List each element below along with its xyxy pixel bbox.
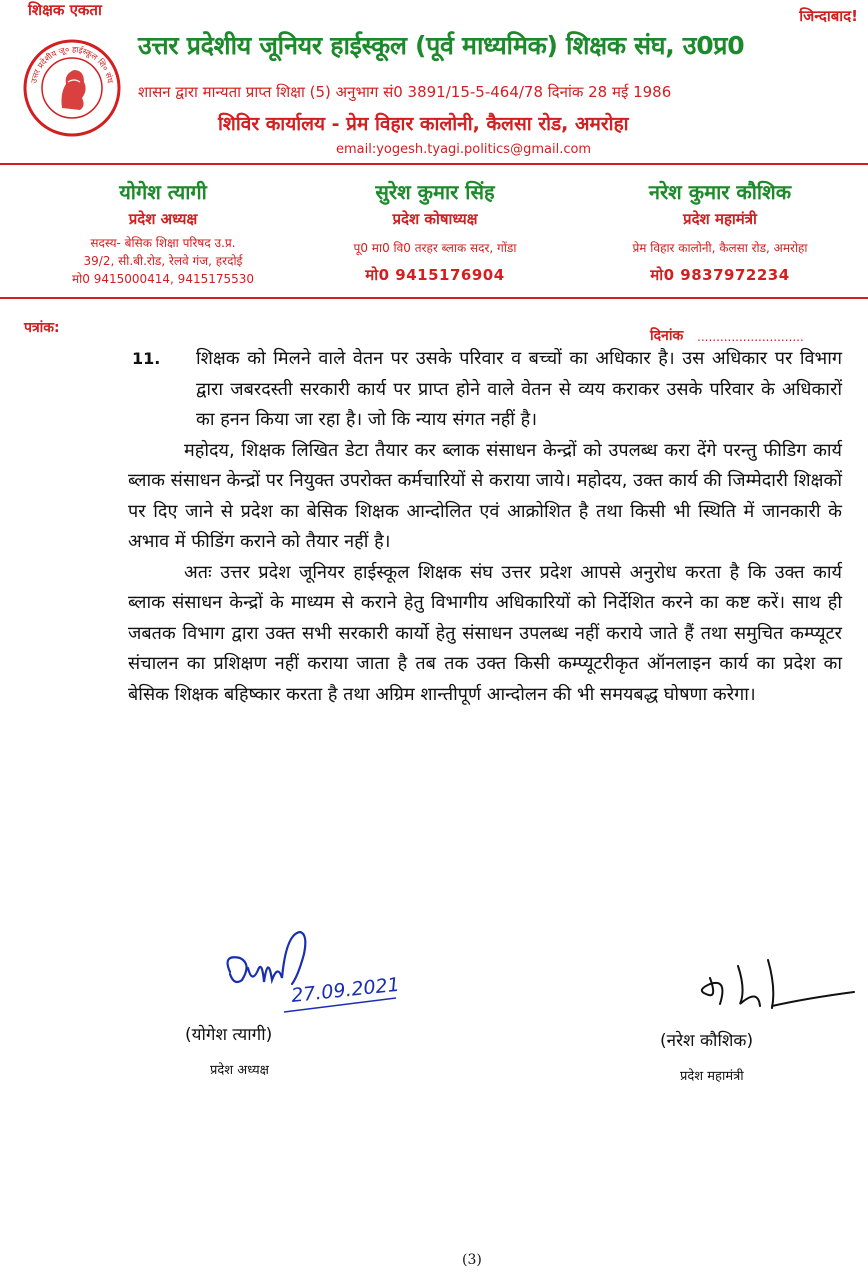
date-label: दिनांक <box>650 328 684 344</box>
officer-name: योगेश त्यागी <box>119 180 207 204</box>
org-title: उत्तर प्रदेशीय जूनियर हाईस्कूल (पूर्व माध्यमिक) शिक्षक संघ, उ0प्र0 <box>138 31 745 60</box>
officer-treasurer <box>300 178 570 285</box>
signature-date: 27.09.2021 <box>290 973 401 1007</box>
org-recognition: शासन द्वारा मान्यता प्राप्त शिक्षा (5) अनुभाग सं0 3891/15-5-464/78 दिनांक 28 मई 1986 <box>138 83 672 101</box>
officer-post: प्रदेश महामंत्री <box>683 210 757 228</box>
officer-mobile: मो0 9415176904 <box>365 266 505 284</box>
signer-title: प्रदेश अध्यक्ष <box>210 1063 269 1078</box>
reference-label: पत्रांक: <box>24 320 60 336</box>
signer-name: (योगेश त्यागी) <box>185 1025 273 1045</box>
header-divider <box>0 163 868 165</box>
officer-address: पू0 मा0 वि0 तरहर ब्लाक सदर, गोंडा <box>353 241 517 255</box>
paragraph-text: शिक्षक को मिलने वाले वेतन पर उसके परिवार व बच्चों का अधिकार है। उस अधिकार पर विभाग द्वारा जबरदस्ती सरकारी कार्य पर प्राप्त होने वाले वेतन से व्यय कराकर उसके परिवार के अधिकारों का हनन किया जा रहा है। जो कि न्याय संगत नहीं है। <box>196 348 842 430</box>
officer-mobile: मो0 9415000414, 9415175530 <box>71 272 255 286</box>
union-logo <box>22 38 122 138</box>
signature-secretary <box>688 948 858 1026</box>
officer-president <box>38 178 288 288</box>
slogan-right: जिन्दाबाद! <box>799 7 858 25</box>
officer-address <box>38 234 288 288</box>
signer-title: प्रदेश महामंत्री <box>680 1069 744 1084</box>
logo-text: उत्तर प्रदेशीय जू० हाईस्कूल शि० संघ <box>29 44 115 84</box>
signature-president <box>212 924 412 1014</box>
officer-name: सुरेश कुमार सिंह <box>375 180 495 204</box>
org-office: शिविर कार्यालय - प्रेम विहार कालोनी, कैलसा रोड, अमरोहा <box>218 113 629 135</box>
officers-divider <box>0 297 868 299</box>
officer-post: प्रदेश कोषाध्यक्ष <box>392 210 478 228</box>
paragraph: महोदय, शिक्षक लिखित डेटा तैयार कर ब्लाक संसाधन केन्द्रों को उपलब्ध करा देंगे परन्तु फीडिग कार्य ब्लाक संसाधन केन्द्रों पर नियुक्त उपरोक्त कर्मचारियों से कराया जाये। महोदय, उक्त कार्य की जिम्मेदारी शिक्षकों पर दिए जाने से प्रदेश का बेसिक शिक्षक आन्दोलित एवं आक्रोशित है तथा किसी भी स्थिति में जानकारी के अभाव में फीडिंग कराने को तैयार नहीं है। <box>128 439 842 552</box>
officer-address-line: सदस्य- बेसिक शिक्षा परिषद उ.प्र. <box>90 236 236 250</box>
paragraph: अतः उत्तर प्रदेश जूनियर हाईस्कूल शिक्षक संघ उत्तर प्रदेश आपसे अनुरोध करता है कि उक्त कार्य ब्लाक संसाधन केन्द्रों के माध्यम से कराने हेतु विभागीय अधिकारियों को निर्देशित करने का कष्ट करें। साथ ही जबतक विभाग द्वारा उक्त सभी सरकारी कार्यो हेतु संसाधन उपलब्ध नहीं कराये जाते हैं तथा समुचित कम्प्यूटर संचालन का प्रशिक्षण नहीं कराया जाता है तब तक उक्त किसी कम्प्यूटरीकृत ऑनलाइन कार्य का प्रदेश का बेसिक शिक्षक बहिष्कार करता है तथा अग्रिम शान्तीपूर्ण आन्दोलन की भी समयबद्ध घोषणा करेगा। <box>128 561 842 705</box>
date-blank: ............................ <box>697 330 804 344</box>
officer-name: नरेश कुमार कौशिक <box>648 180 792 204</box>
letter-body <box>128 344 842 710</box>
point-number: 11. <box>132 349 161 368</box>
officer-post: प्रदेश अध्यक्ष <box>128 210 198 228</box>
slogan-left: शिक्षक एकता <box>28 1 102 19</box>
paragraph <box>132 344 842 436</box>
org-email[interactable]: email:yogesh.tyagi.politics@gmail.com <box>336 142 592 157</box>
page-number: (3) <box>462 1252 482 1268</box>
officer-address: प्रेम विहार कालोनी, कैलसा रोड, अमरोहा <box>632 241 808 255</box>
officer-mobile: मो0 9837972234 <box>650 266 790 284</box>
officer-address-line: 39/2, सी.बी.रोड, रेलवे गंज, हरदोई <box>83 254 243 268</box>
signer-name: (नरेश कौशिक) <box>660 1031 754 1051</box>
officer-general-secretary <box>585 178 855 285</box>
